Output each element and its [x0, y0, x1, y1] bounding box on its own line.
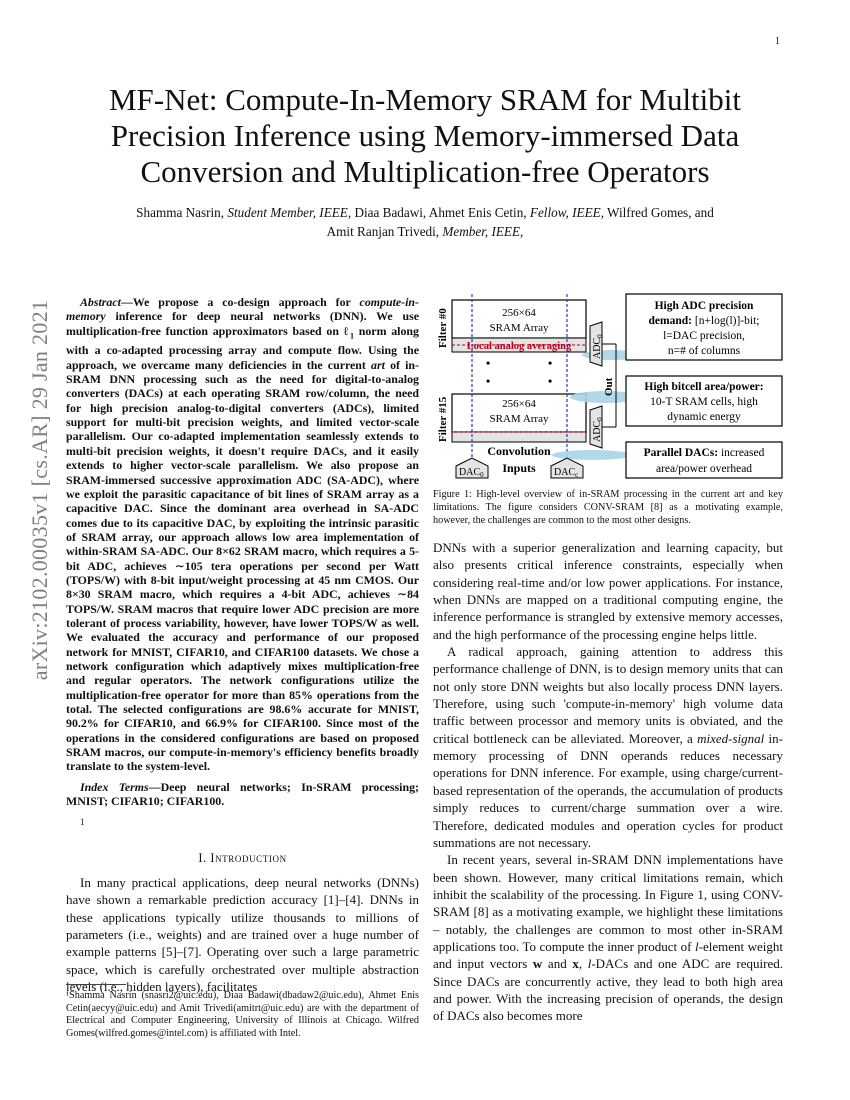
- arxiv-identifier: arXiv:2102.00035v1 [cs.AR] 29 Jan 2021: [27, 299, 52, 681]
- svg-text:•: •: [548, 356, 553, 370]
- svg-text:High ADC precision: High ADC precision: [654, 300, 754, 312]
- svg-text:•: •: [548, 374, 553, 388]
- svg-text:Parallel DACs: increased: Parallel DACs: increased: [643, 447, 765, 459]
- svg-text:n=# of columns: n=# of columns: [667, 345, 741, 357]
- svg-text:l=DAC precision,: l=DAC precision,: [663, 330, 745, 342]
- index-terms: Index Terms—Deep neural networks; In-SRAM processing; MNIST; CIFAR10; CIFAR100.: [66, 779, 419, 809]
- conv-inputs-label-1: Convolution: [487, 444, 551, 458]
- svg-text:High bitcell area/power:: High bitcell area/power:: [644, 381, 764, 393]
- svg-text:ADC0: $ADC_0$: [592, 417, 604, 442]
- footnote-marker: 1: [80, 817, 85, 828]
- svg-text:DAC0: $DAC_0$: [459, 467, 484, 479]
- svg-text:dynamic energy: dynamic energy: [667, 411, 741, 423]
- svg-text:DACc: $DAC_c$: [554, 467, 579, 479]
- local-averaging-label: Local analog averaging: [466, 341, 572, 352]
- right-column: [433, 539, 783, 1025]
- author-line-2: Amit Ranjan Trivedi, Member, IEEE,: [326, 224, 524, 239]
- author-line-1: Shamma Nasrin, Student Member, IEEE, Diaa Badawi, Ahmet Enis Cetin, Fellow, IEEE, Wilfred Gomes, and: [136, 205, 714, 220]
- page-number: 1: [775, 36, 780, 47]
- left-column: [66, 295, 419, 996]
- right-paragraph-1: DNNs with a superior generalization and learning capacity, but also presents critical inference constraints, especially when considering real-time and/or low power applications. For instance, when DNNs are mapped on a traditional computing engine, the inference performance is strangled by extensive memory accesses, and the high performance of the processing engine helps little.: [433, 540, 783, 642]
- svg-text:demand: [n+log(l)]-bit;: demand: [n+log(l)]-bit;: [648, 315, 760, 327]
- array-label-0: SRAM Array: [489, 322, 549, 334]
- array-size-0: 256×64: [502, 307, 536, 319]
- footnote: ¹Shamma Nasrin (snasri2@uic.edu), Diaa Badawi(dbadaw2@uic.edu), Ahmet Enis Cetin(aecyy@uic.edu) and Amit Trivedi(amitrt@uic.edu) are with the department of Electrical and Computer Engineering, University of Illinois at Chicago. Wilfred Gomes(wilfred.gomes@intel.com) is affiliated with Intel.: [66, 990, 419, 1039]
- svg-text:ADC0: $ADC_0$: [592, 334, 604, 359]
- right-paragraph-2: A radical approach, gaining attention to address this performance challenge of DNN, is to design memory units that can not only store DNN weights but also locally process DNN layers. Therefore, using such 'compute-in-memory' high volume data traffic between processor and memory units is obviated, and the critical bottleneck can be alleviated. Moreover, a mixed-signal in-memory processing of DNN operands reduces necessary operations for DNN inference. For example, using charge/current-based representation of the operands, the accumulation of products simply reduces to current/charge summation over a wire. Therefore, dedicated modules and operation cycles for product summations are not necessary.: [433, 644, 783, 850]
- svg-text:•: •: [486, 374, 491, 388]
- array-size-15: 256×64: [502, 398, 536, 410]
- ellipsis-dots: •: [486, 356, 491, 370]
- paper-title: MF-Net: Compute-In-Memory SRAM for Multibit Precision Inference using Memory-immersed Data Conversion and Multiplication-free Operators: [108, 82, 742, 189]
- figure-1: [430, 292, 785, 484]
- abstract: Abstract—We propose a co-design approach for compute-in-memory inference for deep neural networks (DNN). We use multiplication-free function approximators based on ℓ$_1$ norm along with a co-adapted processing array and compute flow. Using the approach, we overcame many deficiencies in the current art of in-SRAM DNN processing such as the need for digital-to-analog converters (DACs) at each operating SRAM row/column, the need for high precision analog-to-digital converters (ADCs), limited support for multi-bit precision weights, and limited vector-scale parallelism. Our co-adapted implementation seamlessly extends to multi-bit precision weights, it doesn't require DACs, and it easily extends to higher vector-scale parallelism. We also propose an SRAM-immersed successive approximation ADC (SA-ADC), where we exploit the parasitic capacitance of bit lines of SRAM array as a capacitive DAC. Since the dominant area overhead in SA-ADC comes due to its capacitive DAC, by exploiting the intrinsic parasitic of SRAM array, our approach allows low area implementation of within-SRAM SA-ADC. Our 8×62 SRAM macro, which requires a 5-bit ADC, achieves ∼105 tera operations per second per Watt (TOPS/W) with 8-bit input/weight processing at 45 nm CMOS. Our 8×30 SRAM macro, which requires a 4-bit ADC, achieves ∼84 TOPS/W. SRAM macros that require lower ADC precision are more tolerant of process variability, however, have lower TOPS/W as well. We evaluated the accuracy and performance of our proposed network for MNIST, CIFAR10, and CIFAR100 datasets. We chose a network configuration which adaptively mixes multiplication-free and regular operators. The network configurations utilize the multiplication-free operator for more than 85% operations from the total. The selected configurations are 98.6% accurate for MNIST, 90.2% for CIFAR10, and 66.9% for CIFAR100. Since most of the operations in the considered configurations are based on proposed SRAM macros, our compute-in-memory's efficiency benefits broadly translate to the system-level.: [66, 295, 419, 774]
- array-label-15: SRAM Array: [489, 413, 549, 425]
- filter-0-label: Filter #0: [437, 308, 449, 348]
- author-list: [60, 203, 790, 241]
- section-heading: I. Introduction: [198, 850, 287, 865]
- intro-paragraph: In many practical applications, deep neural networks (DNNs) have shown a remarkable prediction accuracy [1]–[4]. DNNs in these applications typically utilize thousands to millions of parameters (i.e., weights) and are trained over a huge number of example patterns [5]–[7]. Operating over such a large parametric space, which is carefully orchestrated over multiple abstraction levels (i.e., hidden layers), facilitates: [66, 875, 419, 995]
- conv-inputs-label-2: Inputs: [502, 461, 536, 475]
- footnote-rule: [66, 984, 126, 985]
- out-label: Out: [603, 377, 615, 396]
- figure-caption: Figure 1: High-level overview of in-SRAM processing in the current art and key limitations. The figure considers CONV-SRAM [8] as a motivating example, however, the challenges are common to the most other designs.: [433, 489, 783, 526]
- svg-text:10-T SRAM cells, high: 10-T SRAM cells, high: [650, 396, 758, 408]
- filter-15-label: Filter #15: [437, 396, 449, 442]
- right-paragraph-3: In recent years, several in-SRAM DNN implementations have been shown. However, many critical limitations remain, which inhibit the scalability of the processing. In Figure 1, using CONV-SRAM [8] as a motivating example, we highlight these limitations – notably, the challenges are common to most other in-SRAM applications too. To compute the inner product of l-element weight and input vectors w and x, l-DACs and one ADC are required. Since DACs are concurrently active, they lead to both high area and power. With the increasing precision of operands, the design of DACs also becomes more: [433, 852, 783, 1024]
- arxiv-stamp: [10, 300, 70, 680]
- svg-text:area/power overhead: area/power overhead: [655, 463, 753, 475]
